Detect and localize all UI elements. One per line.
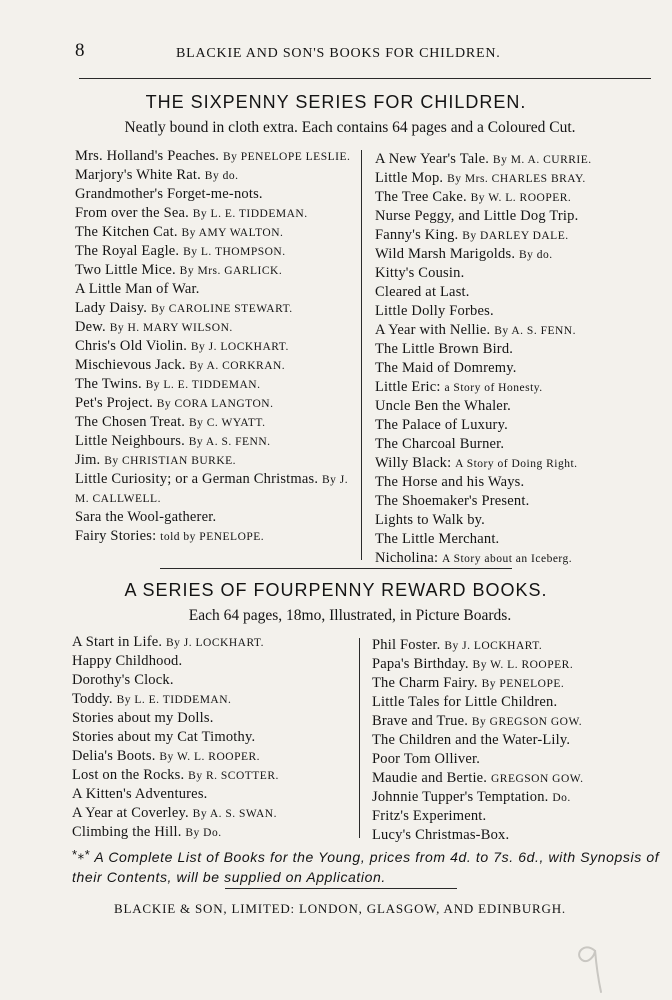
pencil-mark-icon <box>568 936 608 994</box>
book-entry <box>372 731 583 750</box>
book-entry <box>75 451 360 470</box>
book-entry <box>375 226 592 245</box>
book-title: Johnnie Tupper's Temptation. <box>372 789 549 805</box>
book-entry <box>372 693 583 712</box>
book-title: Little Curiosity; or a German Christmas. <box>75 471 319 487</box>
book-entry <box>372 788 583 807</box>
book-author: By A. S. FENN. <box>494 325 576 337</box>
book-entry <box>372 769 583 788</box>
book-entry <box>375 207 592 226</box>
book-author: GREGSON GOW. <box>490 773 584 785</box>
book-author: By L. THOMPSON. <box>183 246 286 258</box>
book-author: By W. L. ROOPER. <box>159 751 261 763</box>
book-title: A Little Man of War. <box>75 281 200 297</box>
sixpenny-series-title: THE SIXPENNY SERIES FOR CHILDREN. <box>145 92 527 112</box>
book-entry <box>375 435 592 454</box>
book-author: By Do. <box>185 827 222 839</box>
book-entry <box>75 204 360 223</box>
sixpenny-column-divider <box>361 150 362 560</box>
book-author: a Story of Honesty. <box>444 382 543 394</box>
book-entry <box>72 709 279 728</box>
book-entry <box>375 321 592 340</box>
fourpenny-left-column <box>72 633 279 842</box>
book-author: By J. LOCKHART. <box>190 341 289 353</box>
book-author: A Story of Doing Right. <box>455 458 578 470</box>
book-title: Nurse Peggy, and Little Dog Trip. <box>375 208 579 224</box>
book-title: Brave and True. <box>372 713 469 729</box>
book-author: By C. WYATT. <box>188 417 266 429</box>
book-entry <box>75 223 360 242</box>
book-entry <box>372 674 583 693</box>
book-author: Do. <box>552 792 571 804</box>
book-title: The Tree Cake. <box>375 189 467 205</box>
book-entry <box>375 397 592 416</box>
book-author: By Mrs. CHARLES BRAY. <box>447 173 586 185</box>
book-title: Willy Black: <box>375 455 452 471</box>
book-entry <box>375 530 592 549</box>
book-entry <box>375 283 592 302</box>
book-author: By AMY WALTON. <box>181 227 284 239</box>
book-title: Delia's Boots. <box>72 748 156 764</box>
book-author: By DARLEY DALE. <box>462 230 569 242</box>
book-title: Poor Tom Olliver. <box>372 751 481 767</box>
running-title: BLACKIE AND SON'S BOOKS FOR CHILDREN. <box>176 46 501 61</box>
book-entry <box>372 636 583 655</box>
book-title: The Horse and his Ways. <box>375 474 525 490</box>
book-entry <box>375 416 592 435</box>
book-entry <box>75 280 360 299</box>
book-author: By do. <box>518 249 553 261</box>
book-author: By A. CORKRAN. <box>189 360 286 372</box>
book-entry <box>72 652 279 671</box>
book-entry <box>372 655 583 674</box>
sixpenny-left-column <box>75 147 360 546</box>
book-title: Wild Marsh Marigolds. <box>375 246 516 262</box>
book-title: Maudie and Bertie. <box>372 770 488 786</box>
book-entry <box>75 527 360 546</box>
book-title: Fairy Stories: <box>75 528 157 544</box>
book-author: By J. LOCKHART. <box>444 640 543 652</box>
book-author: By L. E. TIDDEMAN. <box>192 208 308 220</box>
book-title: Kitty's Cousin. <box>375 265 465 281</box>
book-author: A Story about an Iceberg. <box>442 553 573 565</box>
book-title: Little Neighbours. <box>75 433 185 449</box>
book-title: The Charm Fairy. <box>372 675 478 691</box>
sixpenny-series-subtitle: Neatly bound in cloth extra. Each contains 64 pages and a Coloured Cut. <box>124 119 576 136</box>
book-entry <box>375 340 592 359</box>
book-entry <box>375 264 592 283</box>
book-entry <box>375 454 592 473</box>
book-title: The Charcoal Burner. <box>375 436 505 452</box>
book-title: The Royal Eagle. <box>75 243 180 259</box>
book-title: Fritz's Experiment. <box>372 808 487 824</box>
book-entry <box>72 690 279 709</box>
book-title: A Year with Nellie. <box>375 322 491 338</box>
book-title: Jim. <box>75 452 101 468</box>
sixpenny-right-column <box>375 150 592 568</box>
book-title: Chris's Old Violin. <box>75 338 188 354</box>
book-title: Lucy's Christmas-Box. <box>372 827 510 843</box>
book-entry <box>72 728 279 747</box>
book-title: Uncle Ben the Whaler. <box>375 398 511 414</box>
book-title: A New Year's Tale. <box>375 151 490 167</box>
fourpenny-right-column <box>372 636 583 845</box>
book-entry <box>375 549 592 568</box>
book-entry <box>75 299 360 318</box>
book-entry <box>75 318 360 337</box>
book-title: The Kitchen Cat. <box>75 224 178 240</box>
book-entry <box>375 169 592 188</box>
fourpenny-series-title: A SERIES OF FOURPENNY REWARD BOOKS. <box>124 580 548 600</box>
book-entry <box>372 712 583 731</box>
fourpenny-column-divider <box>359 638 360 838</box>
book-title: Papa's Birthday. <box>372 656 469 672</box>
book-entry <box>375 245 592 264</box>
book-title: Toddy. <box>72 691 113 707</box>
book-entry <box>75 185 360 204</box>
book-entry <box>372 826 583 845</box>
book-entry <box>72 747 279 766</box>
book-author: By W. L. ROOPER. <box>470 192 572 204</box>
book-entry <box>75 166 360 185</box>
book-author: By J. M. CALLWELL. <box>75 474 349 505</box>
book-entry <box>375 378 592 397</box>
book-title: Fanny's King. <box>375 227 459 243</box>
book-title: Lady Daisy. <box>75 300 148 316</box>
book-title: Dorothy's Clock. <box>72 672 174 688</box>
book-entry <box>75 375 360 394</box>
book-entry <box>72 671 279 690</box>
book-title: Phil Foster. <box>372 637 441 653</box>
book-title: Two Little Mice. <box>75 262 176 278</box>
book-title: The Palace of Luxury. <box>375 417 508 433</box>
book-entry <box>75 147 360 166</box>
book-title: Little Mop. <box>375 170 444 186</box>
book-author: By do. <box>204 170 239 182</box>
book-author: By A. S. SWAN. <box>192 808 277 820</box>
book-title: Lights to Walk by. <box>375 512 485 528</box>
note-text: A Complete List of Books for the Young, prices from 4d. to 7s. 6d., with Synopsis of their Contents, will be supplied on Application. <box>72 849 660 885</box>
page-number: 8 <box>75 40 85 61</box>
header-rule <box>79 78 651 79</box>
book-author: By A. S. FENN. <box>188 436 271 448</box>
book-author: By H. MARY WILSON. <box>109 322 233 334</box>
book-title: The Chosen Treat. <box>75 414 186 430</box>
book-entry <box>72 633 279 652</box>
book-title: A Kitten's Adventures. <box>72 786 208 802</box>
book-title: Dew. <box>75 319 106 335</box>
book-title: Mischievous Jack. <box>75 357 186 373</box>
book-author: By GREGSON GOW. <box>471 716 583 728</box>
book-entry <box>372 807 583 826</box>
book-author: told by PENELOPE. <box>160 531 265 543</box>
book-author: By J. LOCKHART. <box>166 637 264 649</box>
asterism: *⁎* <box>72 847 91 862</box>
book-entry <box>375 492 592 511</box>
book-title: Grandmother's Forget-me-nots. <box>75 186 263 202</box>
book-title: Pet's Project. <box>75 395 153 411</box>
book-title: A Year at Coverley. <box>72 805 189 821</box>
book-author: By R. SCOTTER. <box>188 770 279 782</box>
book-entry <box>75 432 360 451</box>
book-entry <box>375 302 592 321</box>
book-entry <box>75 508 360 527</box>
book-title: The Little Merchant. <box>375 531 500 547</box>
book-entry <box>372 750 583 769</box>
book-title: Little Tales for Little Children. <box>372 694 558 710</box>
book-author: By M. A. CURRIE. <box>492 154 592 166</box>
section-rule <box>160 568 512 569</box>
book-entry <box>72 766 279 785</box>
book-entry <box>75 470 360 508</box>
book-author: By CORA LANGTON. <box>156 398 274 410</box>
book-entry <box>72 823 279 842</box>
footer-rule <box>225 888 457 889</box>
book-title: The Children and the Water-Lily. <box>372 732 571 748</box>
book-entry <box>375 359 592 378</box>
book-title: Mrs. Holland's Peaches. <box>75 148 220 164</box>
publisher-imprint: BLACKIE & SON, LIMITED: LONDON, GLASGOW, AND EDINBURGH. <box>114 901 566 916</box>
book-title: The Twins. <box>75 376 142 392</box>
book-author: By PENELOPE. <box>481 678 565 690</box>
book-title: Cleared at Last. <box>375 284 470 300</box>
book-author: By CHRISTIAN BURKE. <box>104 455 237 467</box>
book-title: Stories about my Cat Timothy. <box>72 729 256 745</box>
book-entry <box>72 804 279 823</box>
book-title: The Little Brown Bird. <box>375 341 514 357</box>
book-title: From over the Sea. <box>75 205 189 221</box>
book-author: By CAROLINE STEWART. <box>150 303 293 315</box>
fourpenny-series-subtitle: Each 64 pages, 18mo, Illustrated, in Picture Boards. <box>188 607 512 624</box>
book-title: Happy Childhood. <box>72 653 183 669</box>
book-entry <box>75 261 360 280</box>
book-author: By Mrs. GARLICK. <box>179 265 283 277</box>
complete-list-note <box>72 845 662 887</box>
book-title: Climbing the Hill. <box>72 824 182 840</box>
book-author: By L. E. TIDDEMAN. <box>145 379 261 391</box>
book-author: By PENELOPE LESLIE. <box>222 151 351 163</box>
book-title: Lost on the Rocks. <box>72 767 185 783</box>
book-entry <box>375 473 592 492</box>
book-entry <box>75 242 360 261</box>
book-title: The Shoemaker's Present. <box>375 493 530 509</box>
book-author: By W. L. ROOPER. <box>472 659 574 671</box>
book-entry <box>375 150 592 169</box>
book-entry <box>75 413 360 432</box>
book-entry <box>375 511 592 530</box>
book-title: Little Dolly Forbes. <box>375 303 494 319</box>
book-entry <box>75 356 360 375</box>
book-title: Nicholina: <box>375 550 439 566</box>
book-title: Sara the Wool-gatherer. <box>75 509 217 525</box>
book-title: Stories about my Dolls. <box>72 710 214 726</box>
book-author: By L. E. TIDDEMAN. <box>116 694 232 706</box>
book-title: Marjory's White Rat. <box>75 167 201 183</box>
book-entry <box>375 188 592 207</box>
book-entry <box>75 394 360 413</box>
book-title: Little Eric: <box>375 379 441 395</box>
book-entry <box>75 337 360 356</box>
book-entry <box>72 785 279 804</box>
book-title: The Maid of Domremy. <box>375 360 517 376</box>
book-title: A Start in Life. <box>72 634 163 650</box>
